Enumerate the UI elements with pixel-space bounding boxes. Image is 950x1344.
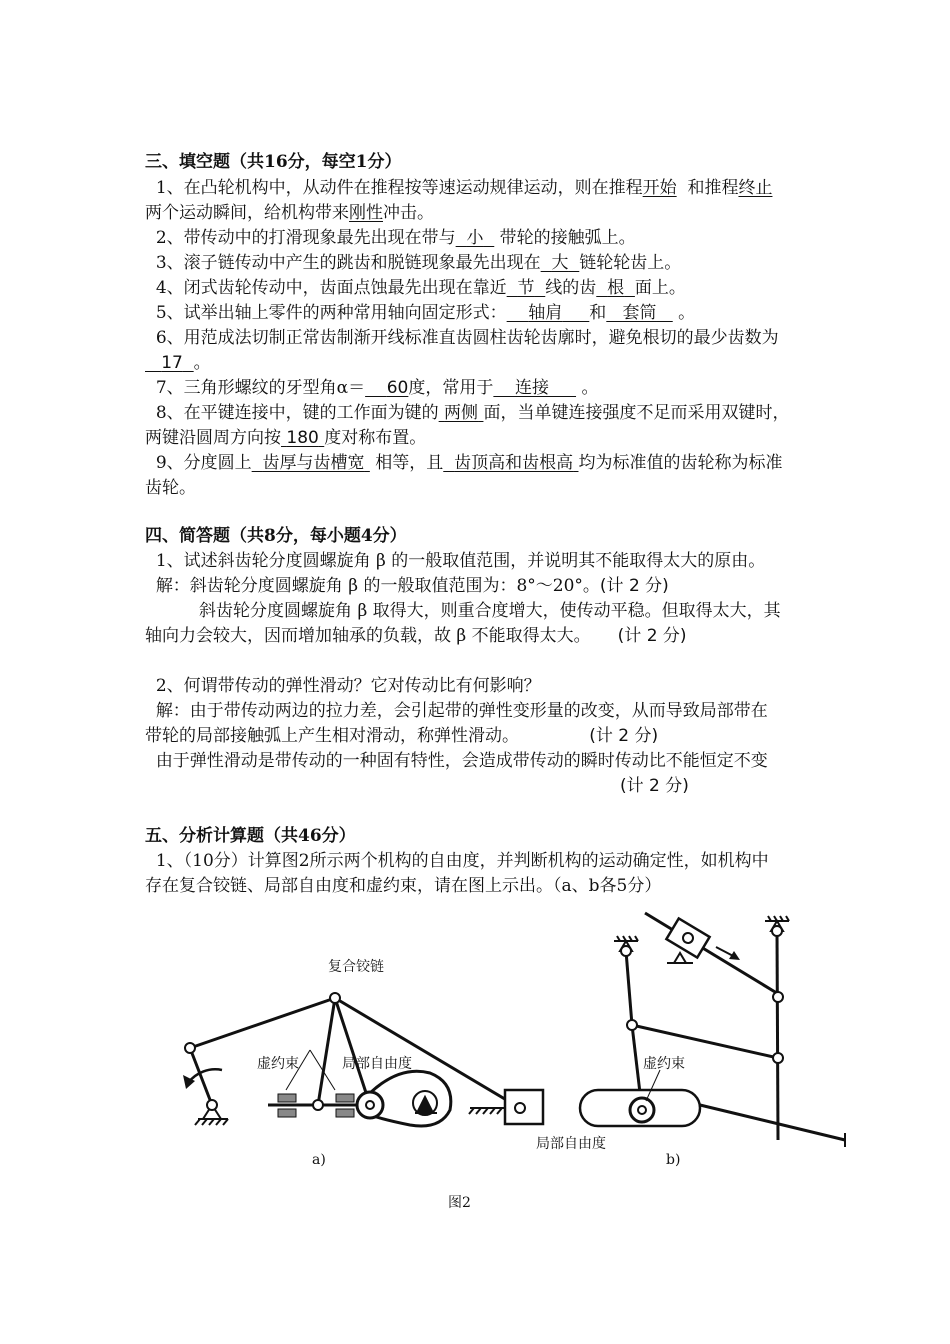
s4-a1-text-3: 轴向力会较大，因而增加轴承的负载，故 β 不能取得太大。 xyxy=(145,626,591,646)
s4-a1-line1 xyxy=(145,574,669,598)
q8-text-mid: 面，当单键连接强度不足而采用双键时， xyxy=(483,403,790,423)
q8-answer-2: 180 xyxy=(286,428,319,448)
label-redundant-b: 虚约束 xyxy=(643,1056,685,1072)
s3-q6-line1 xyxy=(145,326,779,350)
q7-text-mid: 度，常用于 xyxy=(408,378,494,398)
s5-q1-text-1: 1、（10分）计算图2所示两个机构的自由度，并判断机构的运动确定性，如机构中 xyxy=(155,851,769,871)
q8-text: 8、在平键连接中，键的工作面为键的 xyxy=(155,403,439,423)
s3-q6-line2 xyxy=(145,351,211,375)
slider-ground xyxy=(667,953,693,963)
q1-answer-2: 终止 xyxy=(738,178,773,198)
q8-answer-1: 两侧 xyxy=(444,403,479,423)
q2-answer: 小 xyxy=(466,228,484,248)
label-redundant-a: 虚约束 xyxy=(257,1056,299,1072)
q1-answer-3: 刚性 xyxy=(349,203,383,223)
q6-answer: 17 xyxy=(161,353,183,373)
s4-a2-text-3: 由于弹性滑动是带传动的一种固有特性，会造成带传动的瞬时传动比不能恒定不变 xyxy=(155,751,768,771)
q6-text-post: 。 xyxy=(193,353,211,373)
s3-q8-line1 xyxy=(145,401,789,425)
s4-a2-text-1: 解：由于带传动两边的拉力差，会引起带的弹性变形量的改变，从而导致局部带在 xyxy=(155,701,768,721)
q5-text-mid: 和 xyxy=(589,303,607,323)
figure-2 xyxy=(0,905,950,1215)
q4-answer-1: 节 xyxy=(517,278,535,298)
s3-q3 xyxy=(145,251,681,275)
ground-right xyxy=(469,1108,505,1114)
section-4-title: 四、简答题（共8分，每小题4分） xyxy=(145,526,407,546)
q2-text-post: 带轮的接触弧上。 xyxy=(499,228,636,248)
q6-text: 6、用范成法切制正常齿制渐开线标准直齿圆柱齿轮齿廓时，避免根切的最少齿数为 xyxy=(155,328,779,348)
s5-q1-line1 xyxy=(145,849,769,873)
roller-b-pin xyxy=(638,1106,646,1114)
score-note: (计 2 分) xyxy=(599,576,669,596)
link-b-left-upper xyxy=(626,951,632,1025)
caption-a: a) xyxy=(312,1152,326,1168)
q7-answer-2: 连接 xyxy=(515,378,549,398)
s4-a2-line3 xyxy=(145,749,768,773)
link-b-middle xyxy=(632,1025,778,1058)
s4-a1-line3 xyxy=(145,624,687,648)
q3-text: 3、滚子链传动中产生的跳齿和脱链现象最先出现在 xyxy=(155,253,541,273)
score-note: (计 2 分) xyxy=(589,726,659,746)
s3-q9-line1 xyxy=(145,451,782,475)
section-3-title: 三、填空题（共16分，每空1分） xyxy=(145,152,402,172)
q8-text-2: 两键沿圆周方向按 xyxy=(145,428,281,448)
link-b-bottom xyxy=(700,1105,845,1140)
q9-text-post: 均为标准值的齿轮称为标准 xyxy=(578,453,783,473)
q1-text-mid: 和推程 xyxy=(687,178,739,198)
s4-a2-line2 xyxy=(145,724,658,748)
label-local-dof-a: 局部自由度 xyxy=(342,1056,412,1072)
q5-answer-1: 轴肩 xyxy=(528,303,563,323)
s4-a1-text-1: 解：斜齿轮分度圆螺旋角 β 的一般取值范围为：8°～20°。 xyxy=(155,576,600,596)
q4-text-mid: 线的齿 xyxy=(545,278,597,298)
s5-q1-line2: 存在复合铰链、局部自由度和虚约束，请在图上示出。（a、b各5分） xyxy=(145,876,662,896)
q9-text: 9、分度圆上 xyxy=(155,453,252,473)
s3-q1-line1 xyxy=(145,176,772,200)
s3-q4 xyxy=(145,276,686,300)
cam-pivot xyxy=(413,1091,437,1115)
q7-answer-1: 60 xyxy=(386,378,409,398)
score-note: (计 2 分) xyxy=(617,626,687,646)
s4-a1-line2 xyxy=(145,599,781,623)
s3-q9-line2: 齿轮。 xyxy=(145,478,196,498)
figure-caption: 图2 xyxy=(448,1195,471,1211)
link-b-right xyxy=(777,931,778,1140)
s4-q2-text: 2、何谓带传动的弹性滑动？它对传动比有何影响？ xyxy=(155,676,541,696)
s4-a2-text-2: 带轮的局部接触弧上产生相对滑动，称弹性滑动。 xyxy=(145,726,519,746)
q1-text: 1、在凸轮机构中，从动件在推程按等速运动规律运动，则在推程 xyxy=(155,178,643,198)
q5-text: 5、试举出轴上零件的两种常用轴向固定形式： xyxy=(155,303,507,323)
s4-q1 xyxy=(145,549,765,573)
roller-pin xyxy=(366,1101,374,1109)
q4-answer-2: 根 xyxy=(607,278,625,298)
q1-text-post: 冲击。 xyxy=(383,203,434,223)
q1-text-2: 两个运动瞬间，给机构带来 xyxy=(145,203,349,223)
s4-a1-text-2: 斜齿轮分度圆螺旋角 β 取得大，则重合度增大，使传动平稳。但取得太大，其 xyxy=(199,601,781,621)
s4-a2-line1 xyxy=(145,699,768,723)
caption-b: b) xyxy=(666,1152,681,1168)
q9-text-mid: 相等，且 xyxy=(375,453,444,473)
q3-text-post: 链轮轮齿上。 xyxy=(579,253,682,273)
coupler-link xyxy=(190,998,335,1048)
section-5-title: 五、分析计算题（共46分） xyxy=(145,826,356,846)
q5-answer-2: 套筒 xyxy=(622,303,657,323)
q8-text-post: 度对称布置。 xyxy=(324,428,427,448)
q4-text-post: 面上。 xyxy=(634,278,686,298)
score-note: (计 2 分) xyxy=(620,776,689,796)
q4-text: 4、闭式齿轮传动中，齿面点蚀最先出现在靠近 xyxy=(155,278,507,298)
inclined-guide xyxy=(645,913,780,995)
q3-answer: 大 xyxy=(551,253,569,273)
slider-rod xyxy=(318,998,335,1105)
s3-q7 xyxy=(145,376,598,400)
s3-q2 xyxy=(145,226,636,250)
q5-text-post: 。 xyxy=(678,303,696,323)
q2-text: 2、带传动中的打滑现象最先出现在带与 xyxy=(155,228,456,248)
s3-q8-line2 xyxy=(145,426,426,450)
q1-answer-1: 开始 xyxy=(642,178,677,198)
q7-text-post: 。 xyxy=(581,378,599,398)
s4-q2 xyxy=(145,674,541,698)
q7-text: 7、三角形螺纹的牙型角α＝ xyxy=(155,378,366,398)
label-compound-hinge: 复合铰链 xyxy=(328,959,384,975)
s4-q1-text: 1、试述斜齿轮分度圆螺旋角 β 的一般取值范围，并说明其不能取得太大的原由。 xyxy=(155,551,766,571)
s3-q1-line2 xyxy=(145,201,434,225)
label-local-dof-b: 局部自由度 xyxy=(536,1136,606,1152)
inclined-slider xyxy=(666,918,709,957)
q9-answer-2: 齿顶高和齿根高 xyxy=(454,453,574,473)
s3-q5 xyxy=(145,301,695,325)
q9-answer-1: 齿厚与齿槽宽 xyxy=(262,453,365,473)
